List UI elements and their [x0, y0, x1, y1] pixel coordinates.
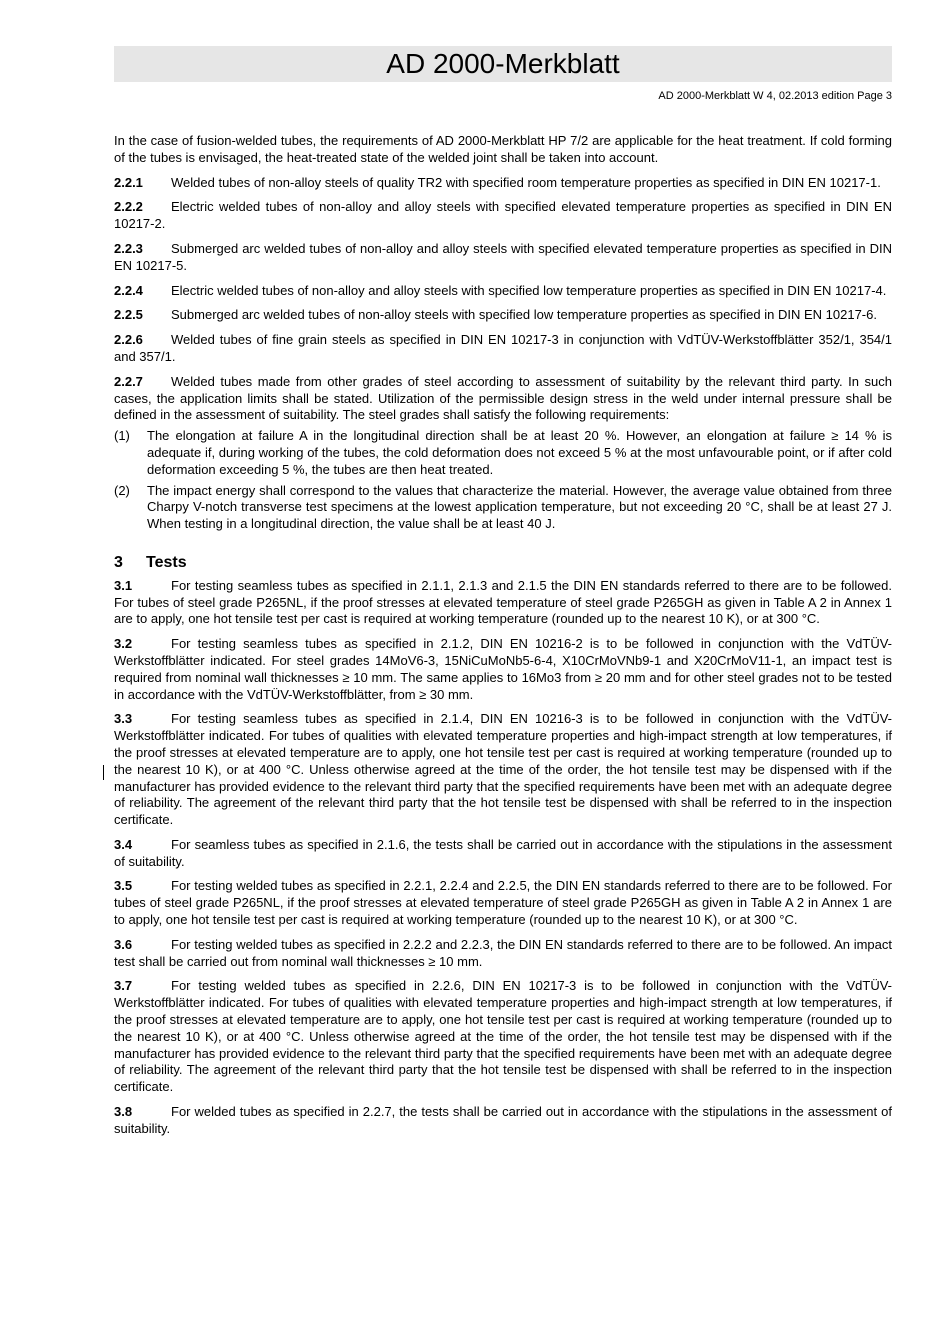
clause-3-7 [114, 978, 892, 1096]
list-marker: (2) [114, 482, 130, 498]
clause-text: Welded tubes of fine grain steels as specified in DIN EN 10217-3 in conjunction with VdTÜV-Werkstoffblätter 352/1, 354/1 and 357/1. [114, 332, 892, 364]
clause-2-2-3 [114, 241, 892, 275]
requirements-list [114, 428, 892, 533]
clause-number: 2.2.2 [114, 199, 143, 215]
clause-number: 3.2 [114, 636, 133, 652]
clause-number: 3.1 [114, 577, 133, 593]
clause-number: 2.2.3 [114, 240, 143, 256]
clause-number: 2.2.5 [114, 307, 143, 323]
clause-text: For seamless tubes as specified in 2.1.6, the tests shall be carried out in accordance with the stipulations in the assessment of suitability. [114, 836, 892, 869]
document-page [114, 46, 892, 1146]
clause-2-2-2 [114, 199, 892, 233]
clause-text: Submerged arc welded tubes of non-alloy and alloy steels with specified elevated temperature properties as specified in DIN EN 10217-5. [114, 240, 892, 273]
clause-number: 3.7 [114, 978, 133, 994]
clause-text: For testing welded tubes as specified in 2.2.1, 2.2.4 and 2.2.5, the DIN EN standards referred to there are to be followed. For tubes of steel grade P265NL, if the proof stresses at elevated temperature of steel grade P265GH as given in Table A 2 in Annex 1 are to apply, one hot tensile test per cast is required at working temperature (rounded up to the nearest 10 K), or at 300 °C. [114, 878, 892, 928]
clause-number: 3.5 [114, 878, 133, 894]
list-item-text: The elongation at failure A in the longitudinal direction shall be at least 20 %. However, an elongation at failure ≥ 14 % is adequate if, during working of the tubes, the cold deformation does not exceed 5 % at the most unfavourable point, or if after cold deformation exceeding 5 %, the tubes are then heat treated. [147, 428, 892, 477]
clause-3-1 [114, 578, 892, 628]
clause-text: For testing seamless tubes as specified in 2.1.1, 2.1.3 and 2.1.5 the DIN EN standards referred to there are to be followed. For tubes of steel grade P265NL, if the proof stresses at elevated temperature of steel grade P265GH as given in Table A 2 in Annex 1 are to apply, one hot tensile test per cast is required at working temperature (rounded up to the nearest 10 K), or at 300 °C. [114, 577, 892, 627]
clause-3-5 [114, 878, 892, 928]
clause-2-2-7 [114, 374, 892, 424]
clause-3-4 [114, 837, 892, 871]
clause-3-2 [114, 636, 892, 703]
section-title: Tests [146, 553, 187, 571]
list-item [114, 428, 892, 478]
clause-2-2-1 [114, 175, 892, 192]
clause-text: For testing welded tubes as specified in 2.2.2 and 2.2.3, the DIN EN standards referred to there are to be followed. An impact test shall be carried out from nominal wall thicknesses ≥ 10 mm. [114, 936, 892, 969]
section-number: 3 [114, 553, 123, 571]
clause-number: 3.6 [114, 936, 133, 952]
intro-paragraph: In the case of fusion-welded tubes, the requirements of AD 2000-Merkblatt HP 7/2 are applicable for the heat treatment. If cold forming of the tubes is envisaged, the heat-treated state of the welded joint shall be taken into account. [114, 133, 892, 165]
clause-number: 2.2.7 [114, 373, 143, 389]
clause-text: For testing welded tubes as specified in 2.2.6, DIN EN 10217-3 is to be followed in conjunction with the VdTÜV-Werkstoffblätter indicated. For tubes of qualities with elevated temperature properties and high-impact strength at low temperatures, if the proof stresses at elevated temperature are to apply, one hot tensile test per cast is required at working temperature (rounded up to the nearest 10 K), or at 400 °C. Unless otherwise agreed at the time of the order, the hot tensile test may be dispensed with if the manufacturer has provided evidence to the relevant third party that the specified requirements have been met with an adequate degree of reliability. The agreement of the relevant third party that the hot tensile test be dispensed with shall be referred to in the inspection certificate. [114, 978, 892, 1095]
clause-text: Electric welded tubes of non-alloy and alloy steels with specified elevated temperature properties as specified in DIN EN 10217-2. [114, 199, 892, 232]
clause-number: 2.2.6 [114, 332, 143, 348]
clause-number: 3.3 [114, 711, 133, 727]
clause-number: 2.2.4 [114, 282, 143, 298]
document-title: AD 2000-Merkblatt [114, 46, 892, 82]
clause-2-2-5 [114, 307, 892, 324]
clause-3-8 [114, 1104, 892, 1138]
clause-2-2-6 [114, 332, 892, 366]
document-body [114, 133, 892, 1138]
revision-change-bar [103, 765, 104, 780]
clause-3-6 [114, 937, 892, 971]
list-item [114, 483, 892, 533]
clause-number: 3.4 [114, 836, 133, 852]
clause-text: Submerged arc welded tubes of non-alloy steels with specified low temperature properties as specified in DIN EN 10217-6. [171, 307, 877, 323]
clause-number: 3.8 [114, 1104, 133, 1120]
clause-text: Electric welded tubes of non-alloy and alloy steels with specified low temperature properties as specified in DIN EN 10217-4. [171, 282, 887, 298]
edition-info: AD 2000-Merkblatt W 4, 02.2013 edition Page 3 [658, 90, 892, 102]
section-heading-tests [114, 555, 892, 572]
clause-text: For welded tubes as specified in 2.2.7, the tests shall be carried out in accordance with the stipulations in the assessment of suitability. [114, 1104, 892, 1136]
clause-2-2-4 [114, 283, 892, 300]
list-item-text: The impact energy shall correspond to the values that characterize the material. However, the average value obtained from three Charpy V-notch transverse test specimens at the lowest application temperature, but not exceeding 20 °C, shall be at least 27 J. When testing in a longitudinal direction, the value shall be at least 40 J. [147, 482, 892, 532]
list-marker: (1) [114, 428, 130, 444]
clause-text: Welded tubes made from other grades of steel according to assessment of suitability by the relevant third party. In such cases, the application limits shall be stated. Utilization of the permissible design stress in the weld under internal pressure shall be defined in the assessment of suitability. The steel grades shall satisfy the following requirements: [114, 373, 892, 423]
clause-text: Welded tubes of non-alloy steels of quality TR2 with specified room temperature properties as specified in DIN EN 10217-1. [171, 174, 881, 190]
clause-text: For testing seamless tubes as specified in 2.1.2, DIN EN 10216-2 is to be followed in conjunction with the VdTÜV-Werkstoffblätter indicated. For steel grades 14MoV6-3, 15NiCuMoNb5-6-4, X10CrMoVNb9-1 and X20CrMoV11-1, an impact test is required from nominal wall thicknesses ≥ 10 mm. The same applies to 16Mo3 from ≥ 20 mm and for other steel grades not to be tested in accordance with the VdTÜV-Werkstoffblätter, from ≥ 30 mm. [114, 636, 892, 702]
clause-number: 2.2.1 [114, 174, 143, 190]
clause-3-3 [114, 711, 892, 829]
clause-text: For testing seamless tubes as specified in 2.1.4, DIN EN 10216-3 is to be followed in conjunction with the VdTÜV-Werkstoffblätter indicated. For tubes of qualities with elevated temperature properties and high-impact strength at low temperatures, if the proof stresses at elevated temperature are to apply, one hot tensile test per cast is required at working temperature (rounded up to the nearest 10 K), or at 400 °C. Unless otherwise agreed at the time of the order, the hot tensile test may be dispensed with if the manufacturer has provided evidence to the relevant third party that the specified requirements have been met with an adequate degree of reliability. The agreement of the relevant third party that the hot tensile test be dispensed with shall be referred to in the inspection certificate. [114, 711, 892, 828]
